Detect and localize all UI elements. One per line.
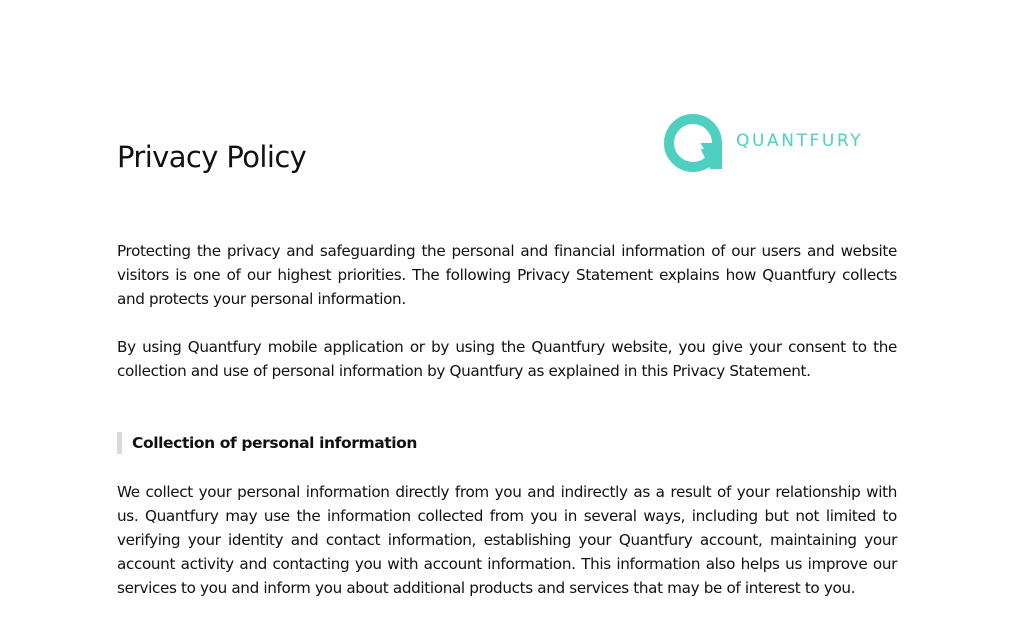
section-marker-bar	[117, 432, 122, 454]
quantfury-logo	[664, 113, 863, 173]
quantfury-q-logo-icon	[664, 113, 724, 173]
page-title: Privacy Policy	[117, 140, 307, 174]
logo-text: QUANTFURY	[736, 131, 864, 151]
collection-paragraph: We collect your personal information directly from you and indirectly as a result of your relationship with us. Quantfury may use the information collected from you in several ways, including but not limited to verifying your identity and contact information, establishing your Quantfury account, maintaining your account activity and contacting you with account information. This information also helps us improve our services to you and inform you about additional products and services that may be of interest to you.	[117, 483, 897, 597]
section-title: Collection of personal information	[132, 434, 418, 452]
section-heading	[117, 431, 417, 455]
intro-paragraph: Protecting the privacy and safeguarding the personal and financial information of our users and website visitors is one of our highest priorities. The following Privacy Statement explains how Quantfury collects and protects your personal information.	[117, 242, 897, 308]
consent-paragraph: By using Quantfury mobile application or by using the Quantfury website, you give your consent to the collection and use of personal information by Quantfury as explained in this Privacy Statement.	[117, 338, 897, 380]
